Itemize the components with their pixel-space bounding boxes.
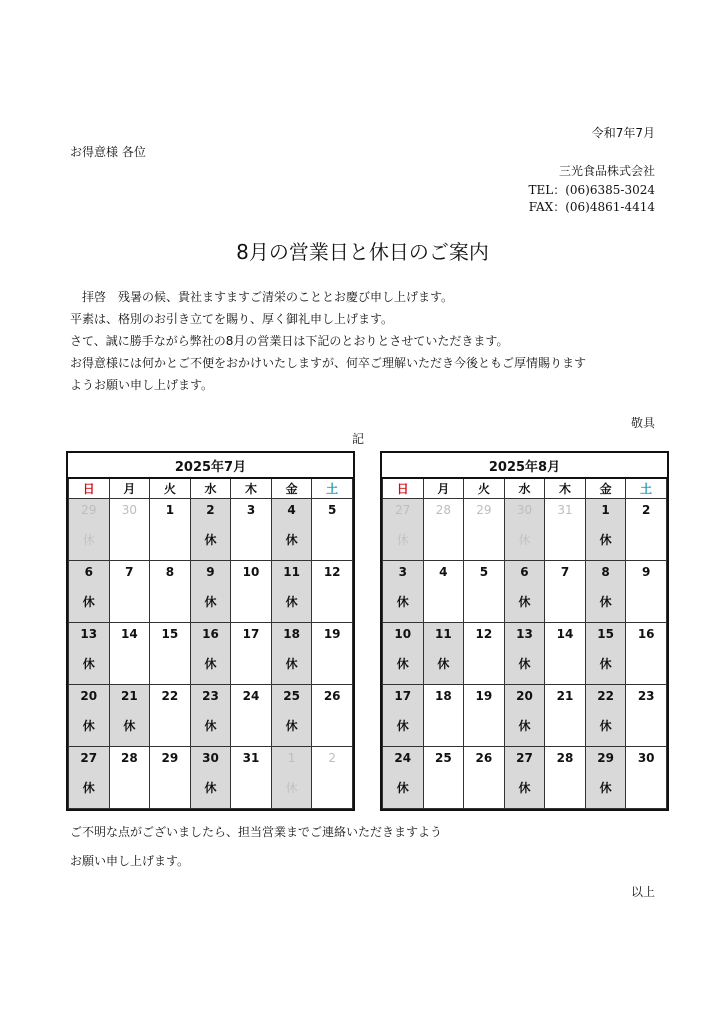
ijo: 以上 xyxy=(630,885,655,899)
calendar-week xyxy=(383,561,667,623)
holiday-mark: 休 xyxy=(82,657,95,671)
day-number: 5 xyxy=(479,565,489,579)
day-number: 15 xyxy=(161,627,179,641)
body-line: 拝啓 残暑の候、貴社ますますご清栄のこととお慶び申し上げます。 xyxy=(70,290,454,304)
calendar-week xyxy=(383,685,667,747)
calendar-day xyxy=(150,747,191,809)
day-number: 2 xyxy=(328,751,336,765)
day-number: 4 xyxy=(439,565,448,579)
calendar-day xyxy=(109,747,150,809)
day-number: 29 xyxy=(597,751,614,765)
calendar-day xyxy=(383,685,424,747)
day-number: 1 xyxy=(165,503,175,517)
holiday-mark: 休 xyxy=(396,719,409,733)
calendar-day xyxy=(585,747,626,809)
closing-line: ご不明な点がございましたら、担当営業までご連絡いただきますよう xyxy=(70,825,443,839)
calendar-day xyxy=(383,623,424,685)
holiday-mark: 休 xyxy=(518,657,531,671)
calendar-day xyxy=(545,747,586,809)
holiday-mark: 休 xyxy=(285,657,298,671)
holiday-mark: 休 xyxy=(518,595,531,609)
day-number: 19 xyxy=(323,627,341,641)
day-number: 5 xyxy=(328,503,337,517)
calendar-day xyxy=(231,499,272,561)
closing-line: お願い申し上げます。 xyxy=(70,854,190,868)
calendar-day xyxy=(464,623,505,685)
calendar-day xyxy=(545,499,586,561)
day-number: 21 xyxy=(556,689,574,703)
ki-mark: 記 xyxy=(352,432,365,446)
day-number: 25 xyxy=(283,689,300,703)
calendar-day xyxy=(383,561,424,623)
day-number: 20 xyxy=(80,689,98,703)
day-number: 30 xyxy=(516,503,533,517)
body-line: ようお願い申し上げます。 xyxy=(70,378,214,392)
holiday-mark: 休 xyxy=(123,719,136,733)
calendar-day xyxy=(464,747,505,809)
calendar-week xyxy=(69,561,353,623)
day-number: 3 xyxy=(246,503,256,517)
calendar-day xyxy=(383,747,424,809)
day-number: 9 xyxy=(642,565,651,579)
day-number: 27 xyxy=(395,503,411,517)
body-text xyxy=(70,286,670,396)
calendar-day xyxy=(69,499,110,561)
calendar-day xyxy=(109,623,150,685)
calendar-day xyxy=(504,561,545,623)
holiday-mark: 休 xyxy=(437,657,450,671)
day-number: 13 xyxy=(516,627,533,641)
body-line: お得意様には何かとご不便をおかけいたしますが、何卒ご理解いただき今後ともご厚情賜ります xyxy=(70,356,587,370)
holiday-mark: 休 xyxy=(518,781,531,795)
calendar-day xyxy=(545,685,586,747)
day-number: 22 xyxy=(597,689,614,703)
calendar-day xyxy=(271,623,312,685)
day-number: 6 xyxy=(84,565,93,579)
calendar-day xyxy=(423,561,464,623)
holiday-mark: 休 xyxy=(285,595,298,609)
calendar-day xyxy=(504,747,545,809)
day-number: 22 xyxy=(161,689,179,703)
issue-date: 令和7年7月 xyxy=(591,126,655,140)
calendar-day xyxy=(150,499,191,561)
calendar-day xyxy=(150,685,191,747)
calendar-day xyxy=(69,561,110,623)
weekday-header: 木 xyxy=(231,478,272,499)
day-number: 16 xyxy=(202,627,219,641)
day-number: 28 xyxy=(120,751,138,765)
calendar-day xyxy=(231,561,272,623)
day-number: 18 xyxy=(283,627,300,641)
day-number: 24 xyxy=(394,751,412,765)
weekday-header: 土 xyxy=(626,478,667,499)
day-number: 1 xyxy=(601,503,610,517)
holiday-mark: 休 xyxy=(82,781,95,795)
holiday-mark: 休 xyxy=(285,719,298,733)
holiday-mark: 休 xyxy=(396,595,409,609)
day-number: 28 xyxy=(556,751,574,765)
holiday-mark: 休 xyxy=(599,657,612,671)
day-number: 1 xyxy=(287,751,296,765)
calendar-day xyxy=(464,561,505,623)
weekday-header: 月 xyxy=(423,478,464,499)
calendar-day xyxy=(271,561,312,623)
holiday-mark: 休 xyxy=(285,781,298,795)
day-number: 31 xyxy=(557,503,573,517)
body-line: 平素は、格別のお引き立てを賜り、厚く御礼申し上げます。 xyxy=(70,312,394,326)
calendar-day xyxy=(312,747,353,809)
calendar-day xyxy=(190,499,231,561)
calendar-day xyxy=(423,685,464,747)
day-number: 30 xyxy=(202,751,219,765)
day-number: 18 xyxy=(434,689,452,703)
day-number: 9 xyxy=(206,565,215,579)
day-number: 15 xyxy=(597,627,614,641)
day-number: 27 xyxy=(80,751,98,765)
day-number: 31 xyxy=(242,751,260,765)
tel-number: TEL：(06)6385-3024 xyxy=(528,183,655,197)
calendar-day xyxy=(585,499,626,561)
calendar-day xyxy=(271,499,312,561)
holiday-mark: 休 xyxy=(204,781,217,795)
calendar-week xyxy=(383,747,667,809)
calendar-day xyxy=(585,561,626,623)
day-number: 17 xyxy=(394,689,412,703)
calendar-august xyxy=(380,451,669,811)
calendar-day xyxy=(545,561,586,623)
day-number: 8 xyxy=(601,565,610,579)
day-number: 3 xyxy=(398,565,407,579)
day-number: 2 xyxy=(642,503,651,517)
calendar-caption: 2025年7月 xyxy=(69,453,353,478)
calendar-day xyxy=(383,499,424,561)
calendar-day xyxy=(109,499,150,561)
calendar-day xyxy=(150,561,191,623)
day-number: 19 xyxy=(475,689,493,703)
day-number: 28 xyxy=(435,503,451,517)
recipient: お得意様 各位 xyxy=(70,145,146,159)
calendar-week xyxy=(383,499,667,561)
calendar-day xyxy=(190,561,231,623)
day-number: 12 xyxy=(475,627,493,641)
day-number: 29 xyxy=(161,751,179,765)
calendar-week xyxy=(383,623,667,685)
day-number: 29 xyxy=(476,503,492,517)
calendar-day xyxy=(69,623,110,685)
day-number: 30 xyxy=(121,503,137,517)
day-number: 13 xyxy=(80,627,98,641)
calendar-day xyxy=(109,685,150,747)
day-number: 10 xyxy=(394,627,412,641)
day-number: 21 xyxy=(120,689,138,703)
holiday-mark: 休 xyxy=(599,781,612,795)
day-number: 10 xyxy=(242,565,260,579)
day-number: 23 xyxy=(637,689,655,703)
holiday-mark: 休 xyxy=(518,533,531,547)
holiday-mark: 休 xyxy=(396,657,409,671)
calendar-week xyxy=(69,685,353,747)
calendar-day xyxy=(585,685,626,747)
calendar-day xyxy=(231,747,272,809)
calendar-day xyxy=(626,623,667,685)
holiday-mark: 休 xyxy=(396,533,409,547)
holiday-mark: 休 xyxy=(82,719,95,733)
calendar-week xyxy=(69,747,353,809)
calendar-day xyxy=(312,561,353,623)
weekday-header: 日 xyxy=(383,478,424,499)
calendar-day xyxy=(150,623,191,685)
calendar-day xyxy=(69,747,110,809)
day-number: 16 xyxy=(637,627,655,641)
calendar-day xyxy=(504,623,545,685)
calendar-july xyxy=(66,451,355,811)
calendar-day xyxy=(585,623,626,685)
weekday-header: 水 xyxy=(504,478,545,499)
keigu: 敬具 xyxy=(630,416,655,430)
day-number: 29 xyxy=(81,503,97,517)
calendar-day xyxy=(464,499,505,561)
holiday-mark: 休 xyxy=(396,781,409,795)
holiday-mark: 休 xyxy=(82,533,95,547)
holiday-mark: 休 xyxy=(599,719,612,733)
holiday-mark: 休 xyxy=(204,719,217,733)
day-number: 26 xyxy=(475,751,493,765)
holiday-mark: 休 xyxy=(204,657,217,671)
weekday-header: 月 xyxy=(109,478,150,499)
calendar-day xyxy=(271,747,312,809)
day-number: 11 xyxy=(283,565,300,579)
day-number: 27 xyxy=(516,751,533,765)
calendar-day xyxy=(312,685,353,747)
calendar-day xyxy=(545,623,586,685)
calendar-day xyxy=(231,685,272,747)
day-number: 14 xyxy=(120,627,138,641)
calendar-day xyxy=(626,499,667,561)
day-number: 24 xyxy=(242,689,260,703)
calendar-day xyxy=(423,499,464,561)
calendar-day xyxy=(190,623,231,685)
calendar-day xyxy=(69,685,110,747)
weekday-header: 金 xyxy=(271,478,312,499)
weekday-header: 金 xyxy=(585,478,626,499)
day-number: 7 xyxy=(125,565,134,579)
calendar-day xyxy=(109,561,150,623)
day-number: 30 xyxy=(637,751,655,765)
day-number: 4 xyxy=(287,503,296,517)
weekday-header: 木 xyxy=(545,478,586,499)
day-number: 14 xyxy=(556,627,574,641)
day-number: 26 xyxy=(323,689,341,703)
company-name: 三光食品株式会社 xyxy=(558,164,655,178)
day-number: 6 xyxy=(520,565,529,579)
day-number: 2 xyxy=(206,503,215,517)
calendar-day xyxy=(504,499,545,561)
calendar-day xyxy=(190,747,231,809)
day-number: 7 xyxy=(560,565,570,579)
weekday-header: 水 xyxy=(190,478,231,499)
holiday-mark: 休 xyxy=(599,533,612,547)
calendar-day xyxy=(312,499,353,561)
calendar-day xyxy=(626,561,667,623)
weekday-header: 火 xyxy=(150,478,191,499)
day-number: 20 xyxy=(516,689,533,703)
calendar-day xyxy=(312,623,353,685)
document-title: 8月の営業日と休日のご案内 xyxy=(236,240,489,264)
holiday-mark: 休 xyxy=(82,595,95,609)
weekday-header: 火 xyxy=(464,478,505,499)
day-number: 8 xyxy=(165,565,175,579)
calendar-day xyxy=(190,685,231,747)
holiday-mark: 休 xyxy=(204,595,217,609)
weekday-header: 日 xyxy=(69,478,110,499)
body-line: さて、誠に勝手ながら弊社の8月の営業日は下記のとおりとさせていただきます。 xyxy=(70,334,509,348)
day-number: 17 xyxy=(242,627,260,641)
calendar-day xyxy=(626,685,667,747)
holiday-mark: 休 xyxy=(285,533,298,547)
calendar-day xyxy=(423,747,464,809)
day-number: 23 xyxy=(202,689,219,703)
calendar-week xyxy=(69,623,353,685)
calendar-day xyxy=(423,623,464,685)
calendar-day xyxy=(464,685,505,747)
day-number: 11 xyxy=(434,627,452,641)
day-number: 12 xyxy=(323,565,341,579)
holiday-mark: 休 xyxy=(518,719,531,733)
calendar-week xyxy=(69,499,353,561)
calendar-day xyxy=(626,747,667,809)
holiday-mark: 休 xyxy=(204,533,217,547)
fax-number: FAX：(06)4861-4414 xyxy=(528,200,655,214)
day-number: 25 xyxy=(434,751,452,765)
holiday-mark: 休 xyxy=(599,595,612,609)
calendar-day xyxy=(271,685,312,747)
weekday-header: 土 xyxy=(312,478,353,499)
calendar-caption: 2025年8月 xyxy=(383,453,667,478)
calendar-day xyxy=(231,623,272,685)
calendar-day xyxy=(504,685,545,747)
